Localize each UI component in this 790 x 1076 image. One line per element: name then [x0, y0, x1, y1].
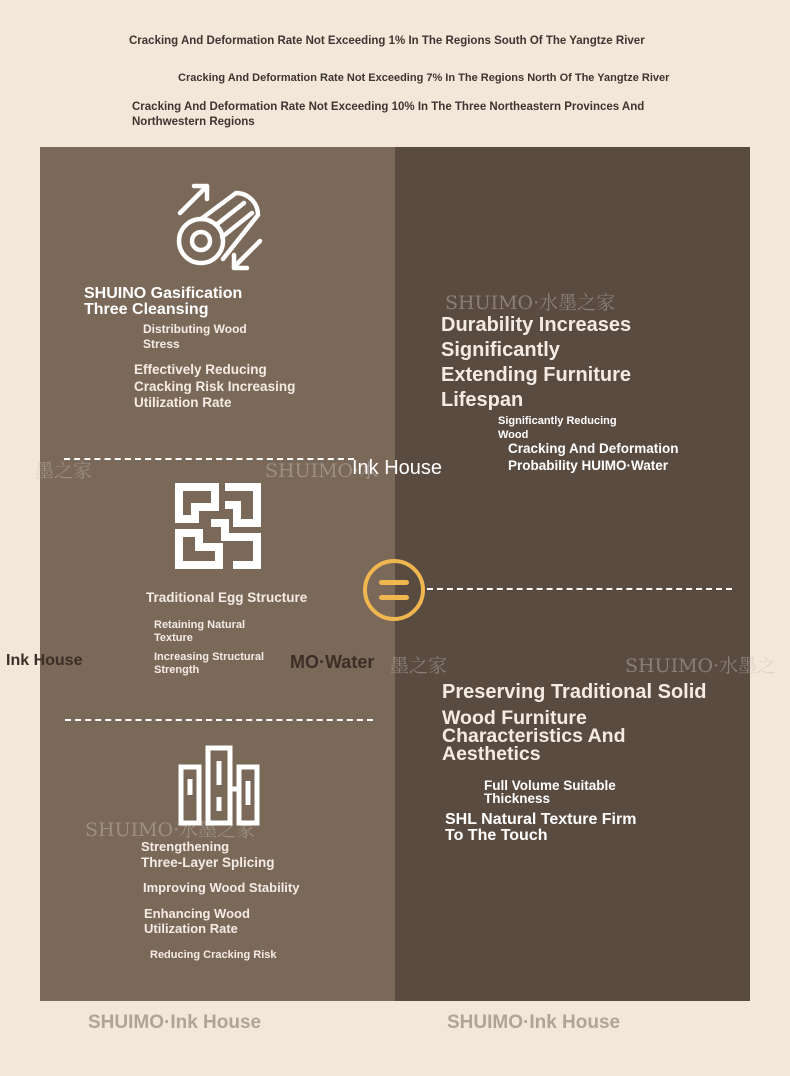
mo-water-label: MO·Water — [290, 652, 375, 672]
right-s1-title-line3: Extending Furniture — [441, 364, 631, 386]
left-s1-sub1-line2: Stress — [143, 337, 180, 351]
left-s3-sub3: Reducing Cracking Risk — [150, 949, 277, 961]
right-s2-sub2-line2: To The Touch — [445, 827, 548, 844]
left-s1-sub2-line1: Effectively Reducing — [134, 362, 267, 377]
right-s1-title-line1: Durability Increases — [441, 314, 632, 336]
right-s2-sub2-line1: SHL Natural Texture Firm — [445, 811, 637, 828]
right-s1-sub2-line2: Probability HUIMO·Water — [508, 458, 669, 473]
left-s1-sub2-line2: Cracking Risk Increasing — [134, 379, 296, 394]
left-s2-sub1-line2: Texture — [154, 632, 193, 644]
right-s1-title-line4: Lifespan — [441, 389, 524, 411]
right-s2-sub1-line2: Thickness — [484, 791, 551, 806]
note-northeast-line2: Northwestern Regions — [132, 116, 255, 128]
divider-dashed — [65, 719, 373, 721]
divider-dashed — [64, 458, 354, 460]
left-s3-sub2-line1: Enhancing Wood — [144, 906, 250, 921]
ink-house-side-label: Ink House — [6, 652, 83, 669]
watermark: SHUIMO·水墨之家 — [85, 819, 256, 841]
right-column — [395, 147, 750, 1001]
right-s2-title-line1: Preserving Traditional Solid — [442, 681, 707, 703]
left-s1-title-line2: Three Cleansing — [84, 301, 209, 318]
note-north: Cracking And Deformation Rate Not Exceeding 7% In The Regions North Of The Yangtze River — [178, 72, 670, 84]
right-s1-title-line2: Significantly — [441, 339, 560, 361]
left-s3-sub1: Improving Wood Stability — [143, 880, 300, 895]
right-s2-title-line3: Characteristics And — [442, 725, 626, 747]
left-s1-sub1-line1: Distributing Wood — [143, 322, 247, 336]
maze-structure-icon — [175, 483, 261, 569]
left-s3-sub2-line2: Utilization Rate — [144, 921, 238, 936]
right-s2-title-line2: Wood Furniture — [442, 707, 587, 729]
comparison-panel — [35, 147, 777, 1001]
watermark: SHUIMO·水 — [265, 460, 379, 482]
divider-dashed-right — [427, 588, 732, 590]
right-s1-sub1-line2: Wood — [498, 429, 529, 441]
watermark: 墨之家 — [390, 655, 448, 677]
watermark: SHUIMO·水墨之 — [625, 655, 777, 677]
right-s2-sub1-line1: Full Volume Suitable — [484, 778, 616, 793]
left-s2-sub2-line2: Strength — [154, 664, 200, 676]
log-rotation-icon — [176, 181, 266, 273]
left-s3-title-line2: Three-Layer Splicing — [141, 855, 275, 870]
watermark: 墨之家 — [35, 460, 93, 482]
note-northeast-line1: Cracking And Deformation Rate Not Exceeding 10% In The Three Northeastern Provinces And — [132, 101, 645, 113]
left-s2-sub2-line1: Increasing Structural — [154, 651, 265, 663]
footer-left: SHUIMO·Ink House — [88, 1012, 262, 1033]
left-column — [40, 147, 395, 1001]
ink-house-label: Ink House — [352, 457, 443, 479]
left-s1-title-line1: SHUINO Gasification — [84, 285, 243, 302]
layered-planks-icon — [178, 745, 260, 827]
left-s3-title-line1: Strengthening — [141, 839, 230, 854]
right-s1-sub2-line1: Cracking And Deformation — [508, 441, 679, 456]
right-s1-sub1-line1: Significantly Reducing — [498, 415, 617, 427]
footer-right: SHUIMO·Ink House — [447, 1012, 621, 1033]
equals-circle-icon — [362, 558, 426, 622]
watermark: SHUIMO·水墨之家 — [445, 292, 616, 314]
left-s2-title: Traditional Egg Structure — [146, 590, 308, 605]
left-s2-sub1-line1: Retaining Natural — [154, 619, 246, 631]
note-south: Cracking And Deformation Rate Not Exceeding 1% In The Regions South Of The Yangtze River — [129, 35, 645, 47]
right-s2-title-line4: Aesthetics — [442, 743, 541, 765]
left-s1-sub2-line3: Utilization Rate — [134, 395, 232, 410]
